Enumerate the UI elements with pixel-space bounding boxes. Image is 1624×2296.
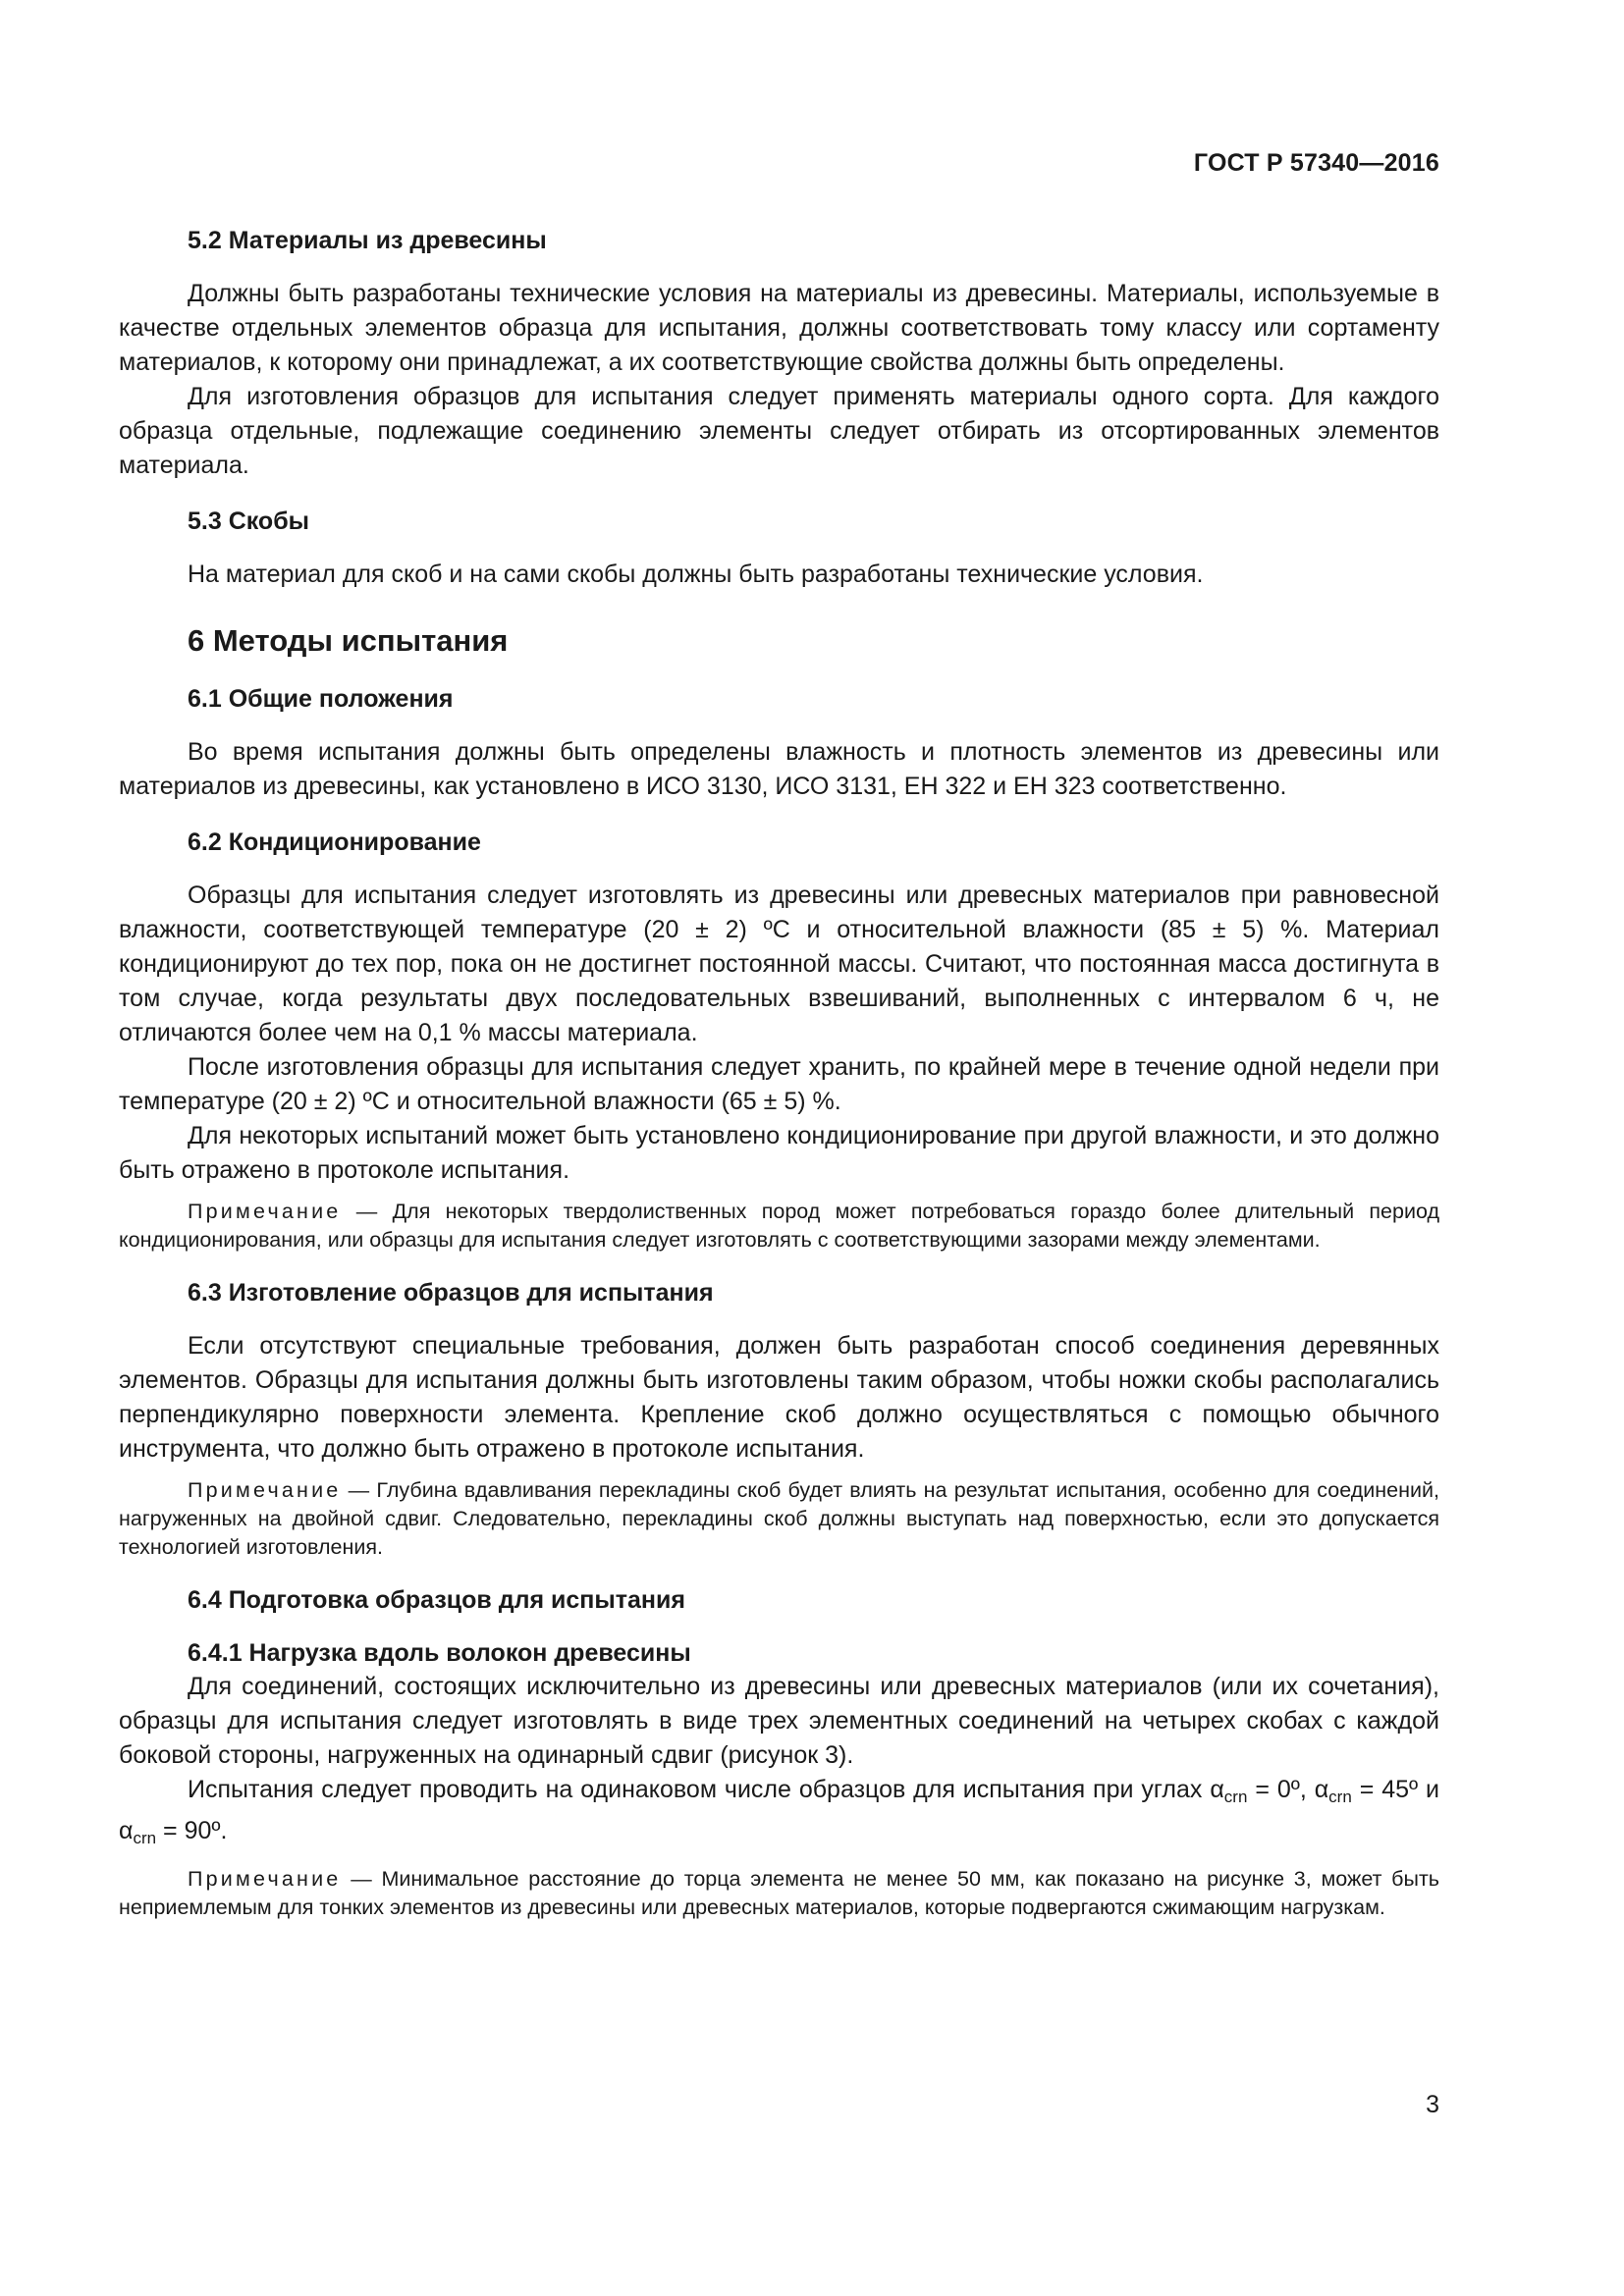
section-5-3-paragraph-1: На материал для скоб и на сами скобы должны быть разработаны технические условия. xyxy=(188,561,1204,588)
note-label: Примечание xyxy=(188,1200,342,1223)
section-6-2-paragraph-1: Образцы для испытания следует изготовлять из древесины или древесных материалов при равновесной влажности, соответствующей температуре (20 ± 2) ºС и относительной влажности (85 ± 5) %. Материал кондиционируют до тех пор, пока он не достигнет постоянной массы. Считают, что постоянная масса достигнута в том случае, когда результаты двух последовательных взвешиваний, выполненных с интервалом 6 ч, не отличаются более чем на 0,1 % массы материала. xyxy=(119,881,1439,1046)
alpha-symbol: α xyxy=(1210,1776,1224,1803)
section-6-2-paragraph-2: После изготовления образцы для испытания следует хранить, по крайней мере в течение одной недели при температуре (20 ± 2) ºС и относительной влажности (65 ± 5) %. xyxy=(119,1053,1439,1115)
angle-value-2: = 45º и xyxy=(1351,1776,1440,1803)
section-6-3-note xyxy=(119,1476,1439,1562)
note-label: Примечание xyxy=(188,1478,342,1502)
section-5-2-paragraph-2: Для изготовления образцов для испытания следует применять материалы одного сорта. Для каждого образца отдельные, подлежащие соединению элементы следует отбирать из отсортированных элементов материала. xyxy=(119,383,1439,479)
section-6-2-title: 6.2 Кондиционирование xyxy=(188,828,481,856)
section-6-4-title: 6.4 Подготовка образцов для испытания xyxy=(188,1586,685,1614)
section-6-1-title: 6.1 Общие положения xyxy=(188,685,454,713)
section-6-4-1-note xyxy=(119,1865,1439,1922)
section-5-2-paragraph-1: Должны быть разработаны технические условия на материалы из древесины. Материалы, используемые в качестве отдельных элементов образца для испытания, должны соответствовать тому классу или сортаменту материалов, к которому они принадлежат, а их соответствующие свойства должны быть определены. xyxy=(119,280,1439,376)
section-6-title: 6 Методы испытания xyxy=(188,623,509,658)
page-number: 3 xyxy=(1426,2091,1439,2118)
section-5-3-title: 5.3 Скобы xyxy=(188,507,309,535)
alpha-symbol: α xyxy=(1314,1776,1329,1803)
section-6-2-note xyxy=(119,1198,1439,1255)
section-6-4-1-paragraph-1: Для соединений, состоящих исключительно из древесины или древесных материалов (или их сочетания), образцы для испытания следует изготовлять в виде трех элементных соединений на четырех скобах с каждой боковой стороны, нагруженных на одинарный сдвиг (рисунок 3). xyxy=(119,1673,1439,1769)
section-6-3-paragraph-1: Если отсутствуют специальные требования, должен быть разработан способ соединения деревянных элементов. Образцы для испытания должны быть изготовлены таким образом, чтобы ножки скобы располагались перпендикулярно поверхности элемента. Крепление скоб должно осуществляться с помощью обычного инструмента, что должно быть отражено в протоколе испытания. xyxy=(119,1332,1439,1463)
note-text: — Для некоторых твердолиственных пород может потребоваться гораздо более длительный период кондиционирования, или образцы для испытания следует изготовлять с соответствующими зазорами между элементами. xyxy=(119,1200,1439,1252)
document-code: ГОСТ Р 57340—2016 xyxy=(1193,149,1439,177)
note-text: — Глубина вдавливания перекладины скоб будет влиять на результат испытания, особенно для соединений, нагруженных на двойной сдвиг. Следовательно, перекладины скоб должны выступать над поверхностью, если это допускается технологией изготовления. xyxy=(119,1478,1439,1559)
section-6-4-1-title: 6.4.1 Нагрузка вдоль волокон древесины xyxy=(188,1639,691,1667)
angle-value-1: = 0º, xyxy=(1247,1776,1315,1803)
document-body xyxy=(119,224,1439,1922)
angle-value-3: = 90º. xyxy=(156,1817,228,1844)
alpha-symbol: α xyxy=(119,1817,134,1844)
section-6-2-paragraph-3: Для некоторых испытаний может быть установлено кондиционирование при другой влажности, и это должно быть отражено в протоколе испытания. xyxy=(119,1122,1439,1184)
section-5-2-title: 5.2 Материалы из древесины xyxy=(188,227,547,254)
angles-text: Испытания следует проводить на одинаковом числе образцов для испытания при углах xyxy=(188,1776,1211,1803)
note-label: Примечание xyxy=(188,1867,342,1891)
alpha-subscript: crn xyxy=(133,1829,157,1847)
section-6-4-1-paragraph-2 xyxy=(119,1773,1439,1855)
section-6-3-title: 6.3 Изготовление образцов для испытания xyxy=(188,1279,714,1307)
alpha-subscript: crn xyxy=(1223,1788,1248,1806)
section-6-1-paragraph-1: Во время испытания должны быть определены влажность и плотность элементов из древесины или материалов из древесины, как установлено в ИСО 3130, ИСО 3131, ЕН 322 и ЕН 323 соответственно. xyxy=(119,738,1439,800)
note-text: — Минимальное расстояние до торца элемента не менее 50 мм, как показано на рисунке 3, может быть неприемлемым для тонких элементов из древесины или древесных материалов, которые подвергаются сжимающим нагрузкам. xyxy=(119,1867,1439,1919)
alpha-subscript: crn xyxy=(1328,1788,1352,1806)
